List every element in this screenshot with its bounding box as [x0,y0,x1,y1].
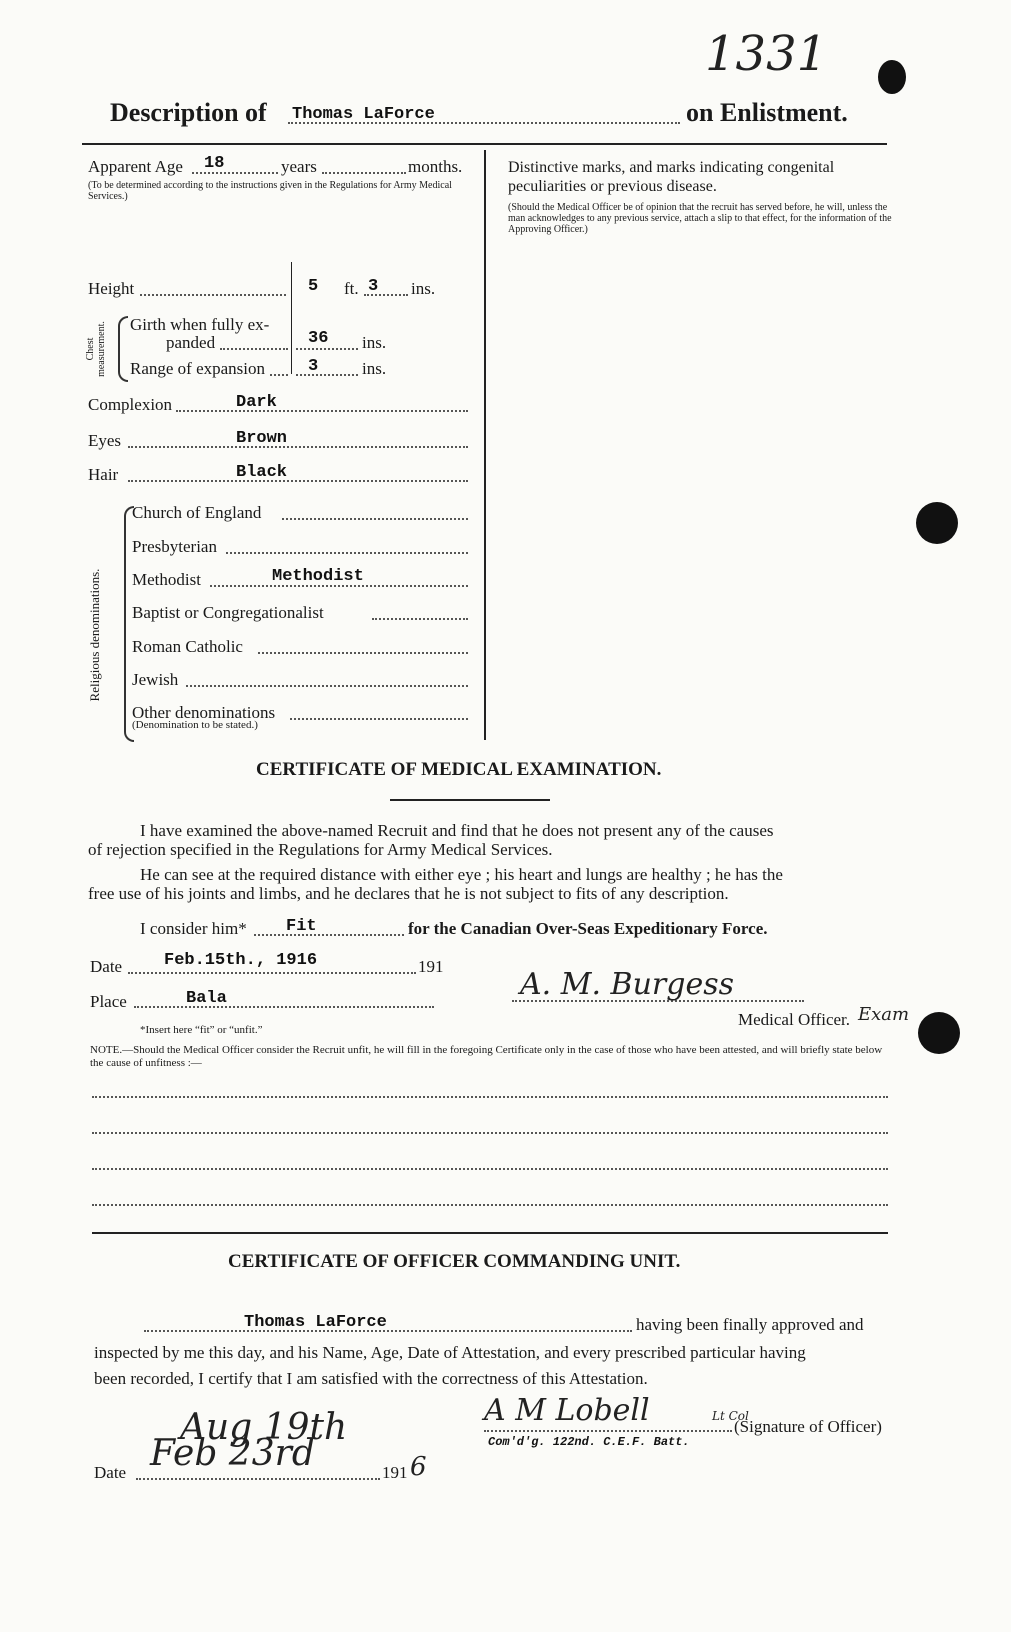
consider-line [254,934,404,936]
medical-para1-line2: of rejection specified in the Regulations for Army Medical Services. [88,840,553,859]
header-name-line [288,122,680,124]
range-value: 3 [308,357,319,376]
height-in-line [364,294,408,296]
commanding-date-handwritten: Feb 23rd [150,1433,315,1474]
religion-church-of-england: Church of England [132,503,262,522]
height-box-left [291,262,292,374]
religion-methodist-value: Methodist [272,567,364,586]
girth-label-1: Girth when fully ex- [130,315,270,334]
unfit-line-1 [92,1096,888,1098]
consider-value: Fit [286,917,317,936]
height-label: Height [88,279,135,298]
age-line [192,172,278,174]
commanding-year-printed: 191 [382,1463,408,1482]
months-label: months. [408,157,463,176]
religion-side-label: Religious denominations. [87,568,102,702]
medical-date-year-prefix: 191 [418,957,444,976]
distinctive-heading: Distinctive marks, and marks indicating congenital peculiarities or previous disease. [508,159,835,195]
girth-unit: ins. [362,333,387,352]
medical-para2-line2: free use of his joints and limbs, and he declares that he is not subject to fits of any description. [88,884,729,903]
commanding-rank: Lt Col [712,1409,749,1423]
medical-place-label: Place [90,992,127,1011]
commanding-year-written: 6 [410,1452,427,1482]
commanding-date-line [136,1478,380,1480]
complexion-value: Dark [236,393,277,412]
medical-section-rule [92,1232,888,1234]
commanding-line2: inspected by me this day, and his Name, Age, Date of Attestation, and every prescribed particular having [94,1343,806,1362]
commanding-name-line [144,1330,632,1332]
unfit-line-4 [92,1204,888,1206]
commanding-line1-suffix: having been finally approved and [636,1315,864,1334]
hair-value: Black [236,463,288,482]
religion-roman-catholic: Roman Catholic [132,637,243,656]
religion-line-0 [282,518,468,520]
religion-methodist: Methodist [132,570,201,589]
eyes-label: Eyes [88,431,122,450]
months-line [322,172,406,174]
medical-place-value: Bala [186,989,227,1008]
girth-value: 36 [308,329,329,348]
age-label: Apparent Age [88,157,183,176]
commanding-unit-stamp: Com'd'g. 122nd. C.E.F. Batt. [488,1435,690,1449]
header-rule [82,143,887,145]
eyes-value: Brown [236,429,288,448]
religion-line-1 [226,552,468,554]
punch-hole-top [878,60,906,94]
religion-line-3 [372,618,468,620]
commanding-signature-label: (Signature of Officer) [734,1417,882,1436]
commanding-signature-line [484,1430,732,1432]
medical-date-label: Date [90,957,123,976]
medical-place-line [134,1006,434,1008]
commanding-name: Thomas LaForce [244,1313,387,1332]
complexion-line [176,410,468,412]
hair-line [128,480,468,482]
consider-suffix: for the Canadian Over-Seas Expeditionary Force. [408,919,768,938]
height-in-value: 3 [368,277,379,296]
range-label-line [270,374,288,376]
range-unit: ins. [362,359,387,378]
height-line [140,294,286,296]
height-ft-value: 5 [308,277,319,296]
age-value: 18 [204,154,225,173]
girth-value-line [296,348,358,350]
commanding-handwritten-month: Aug 19th [180,1407,348,1448]
religion-jewish: Jewish [132,670,179,689]
medical-officer-label: Medical Officer. [738,1010,851,1029]
eyes-line [128,446,468,448]
medical-para1-line1: I have examined the above-named Recruit and find that he does not present any of the causes [140,821,774,840]
ft-label: ft. [344,279,359,298]
religion-line-5 [186,685,468,687]
medical-signature: A. M. Burgess [520,967,734,1002]
hair-label: Hair [88,465,119,484]
medical-officer-handwritten: Exam [858,1004,910,1025]
medical-title-rule [390,799,550,801]
medical-footnote: *Insert here “fit” or “unfit.” [140,1024,263,1036]
column-divider [484,150,486,740]
punch-hole-lower [918,1012,960,1054]
commanding-title: CERTIFICATE OF OFFICER COMMANDING UNIT. [228,1251,681,1272]
medical-para2-line1: He can see at the required distance with either eye ; his heart and lungs are healthy ; he has the [140,865,783,884]
commanding-line3: been recorded, I certify that I am satisfied with the correctness of this Attestation. [94,1369,648,1388]
unfit-line-3 [92,1168,888,1170]
years-label: years [281,157,317,176]
religion-other: Other denominations [132,703,276,722]
header-suffix: on Enlistment. [686,98,848,127]
girth-label-line [220,348,288,350]
age-note: (To be determined according to the instructions given in the Regulations for Army Medical Services.) [88,180,452,202]
medical-title: CERTIFICATE OF MEDICAL EXAMINATION. [256,759,662,780]
medical-note: NOTE.—Should the Medical Officer consider the Recruit unfit, he will fill in the foregoing Certificate only in the case of those who have been attested, and will briefly state below the cause of unfitness :— [90,1044,883,1069]
range-value-line [296,374,358,376]
religion-line-2 [210,585,468,587]
religion-other-note: (Denomination to be stated.) [132,719,258,731]
consider-label: I consider him* [140,919,247,938]
girth-label-2: panded [166,333,216,352]
unfit-line-2 [92,1132,888,1134]
chest-brace [118,316,128,382]
distinctive-note: (Should the Medical Officer be of opinion that the recruit has served before, he will, unless the man acknowledges to any previous service, attach a slip to that effect, for the information of the Approving Officer.) [508,202,892,235]
religion-presbyterian: Presbyterian [132,537,217,556]
religion-baptist: Baptist or Congregationalist [132,603,324,622]
ins-label: ins. [411,279,436,298]
header-prefix: Description of [110,98,267,127]
religion-line-6 [290,718,468,720]
range-label: Range of expansion [130,359,266,378]
commanding-date-label: Date [94,1463,127,1482]
commanding-signature: A M Lobell [484,1393,650,1428]
top-number: 1331 [705,26,828,82]
chest-side-label: Chest measurement. [85,321,107,377]
medical-date-value: Feb.15th., 1916 [164,951,318,970]
religion-line-4 [258,652,468,654]
punch-hole-middle [916,502,958,544]
complexion-label: Complexion [88,395,173,414]
header-name: Thomas LaForce [292,105,435,124]
medical-date-line [128,972,416,974]
